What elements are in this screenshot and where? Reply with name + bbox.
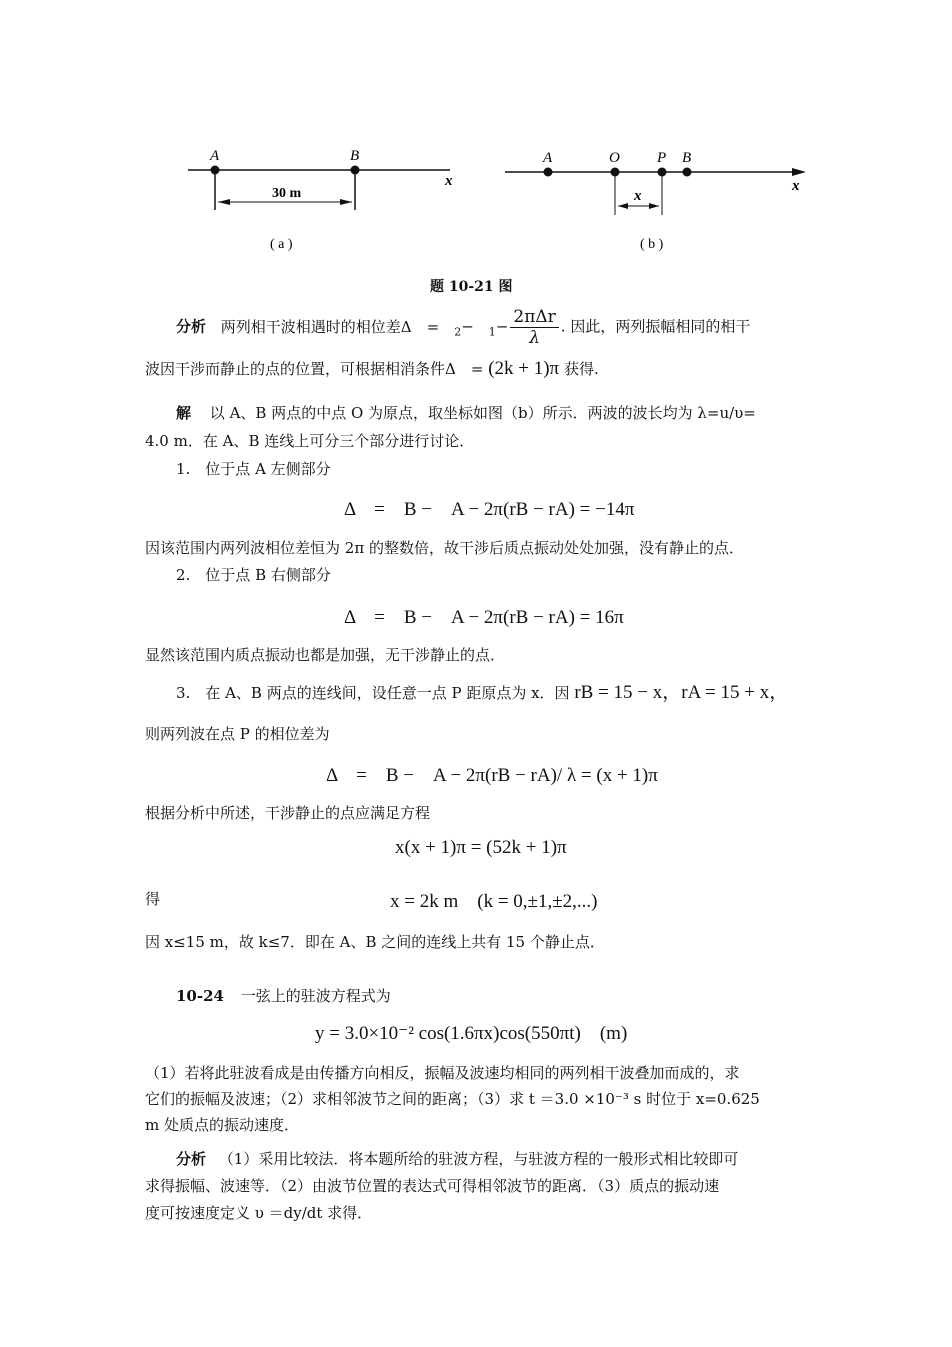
fraction: $\frac{\text{2πΔr}}{\lambda}$ bbox=[510, 307, 558, 348]
solution-text1: 因该范围内两列波相位差恒为 2π 的整数倍，故干涉后质点振动处处加强，没有静止的点． bbox=[145, 539, 744, 557]
problem-q1: （1）若将此驻波看成是由传播方向相反，振幅及波速均相同的两列相干波叠加而成的，求 bbox=[145, 1064, 740, 1082]
solution-de: 得 bbox=[145, 890, 161, 908]
label-B-a: B bbox=[350, 148, 360, 164]
label-x-b: x bbox=[792, 178, 800, 194]
caption-b: ( b ) bbox=[640, 237, 664, 252]
label-xvar-b: x bbox=[634, 188, 642, 204]
solution-text2: 显然该范围内质点振动也都是加强，无干涉静止的点． bbox=[145, 646, 506, 664]
solution-text3: 则两列波在点 P 的相位差为 bbox=[145, 725, 330, 743]
label-B-b: B bbox=[682, 150, 692, 166]
problem-q3: m 处质点的振动速度． bbox=[145, 1116, 299, 1134]
equation-3: Δ = B − A − 2π(rB − rA)/ λ = (x + 1)π bbox=[326, 765, 658, 786]
solution-item2: 2. 位于点 B 右侧部分 bbox=[176, 566, 331, 584]
solution-item3: 3. 在 A、B 两点的连线间，设任意一点 P 距原点为 x．因 rB = 15 − x，rA = 15 + x， bbox=[176, 682, 789, 703]
point-B-b bbox=[683, 168, 692, 177]
analysis-1-line2: 波因干涉而静止的点的位置，可根据相消条件Δ = (2k + 1)π 获得. bbox=[145, 358, 599, 379]
label-O-b: O bbox=[609, 150, 620, 166]
figure-b bbox=[500, 140, 820, 255]
problem-equation: y = 3.0×10⁻² cos(1.6πx)cos(550πt) (m) bbox=[315, 1023, 628, 1044]
label-A-b: A bbox=[543, 150, 553, 166]
solution-line1: 解 以 A、B 两点的中点 O 为原点，取坐标如图（b）所示．两波的波长均为 λ=u/υ= bbox=[176, 404, 756, 422]
analysis-2-line3: 度可按速度定义 υ ＝dy/dt 求得． bbox=[145, 1204, 373, 1222]
distance-label-a: 30 m bbox=[272, 186, 302, 201]
figure-title: 题 10-21 图 bbox=[430, 279, 513, 295]
solution-text5: 因 x≤15 m，故 k≤7．即在 A、B 之间的连线上共有 15 个静止点． bbox=[145, 933, 605, 951]
analysis-2-heading: 分析 bbox=[176, 1150, 207, 1168]
analysis-2-line1: 分析 （1）采用比较法．将本题所给的驻波方程，与驻波方程的一般形式相比较即可 bbox=[176, 1150, 739, 1168]
solution-line2: 4.0 m．在 A、B 连线上可分三个部分进行讨论． bbox=[145, 432, 475, 450]
equation-2: Δ = B − A − 2π(rB − rA) = 16π bbox=[344, 607, 624, 628]
problem-number: 10-24 bbox=[176, 987, 224, 1005]
solution-text4: 根据分析中所述，干涉静止的点应满足方程 bbox=[145, 804, 431, 822]
point-A-b bbox=[544, 168, 553, 177]
analysis-1-line1: 分析 两列相干波相遇时的相位差Δ = $_2$− $_1$− $\frac{\text{2πΔr}}{\lambda}$ . 因此，两列振幅相同的相干 bbox=[176, 307, 751, 348]
analysis-2-line2: 求得振幅、波速等．（2）由波节位置的表达式可得相邻波节的距离．（3）质点的振动速 bbox=[145, 1177, 720, 1195]
label-x-a: x bbox=[445, 173, 453, 189]
caption-a: ( a ) bbox=[270, 237, 293, 252]
problem-statement: 10-24 一弦上的驻波方程式为 bbox=[176, 987, 391, 1005]
solution-item1: 1. 位于点 A 左侧部分 bbox=[176, 460, 331, 478]
equation-1: Δ = B − A − 2π(rB − rA) = −14π bbox=[344, 499, 635, 520]
equation-4: x(x + 1)π = (52k + 1)π bbox=[395, 837, 567, 858]
figure-a bbox=[180, 140, 470, 255]
solution-heading: 解 bbox=[176, 404, 192, 422]
equation-5: x = 2k m (k = 0,±1,±2,...) bbox=[390, 891, 598, 912]
problem-q2: 它们的振幅及波速；（2）求相邻波节之间的距离；（3）求 t ＝3.0 ×10⁻³ s 时位于 x=0.625 bbox=[145, 1090, 760, 1108]
label-P-b: P bbox=[657, 150, 667, 166]
label-A-a: A bbox=[210, 148, 220, 164]
analysis-heading: 分析 bbox=[176, 317, 207, 336]
